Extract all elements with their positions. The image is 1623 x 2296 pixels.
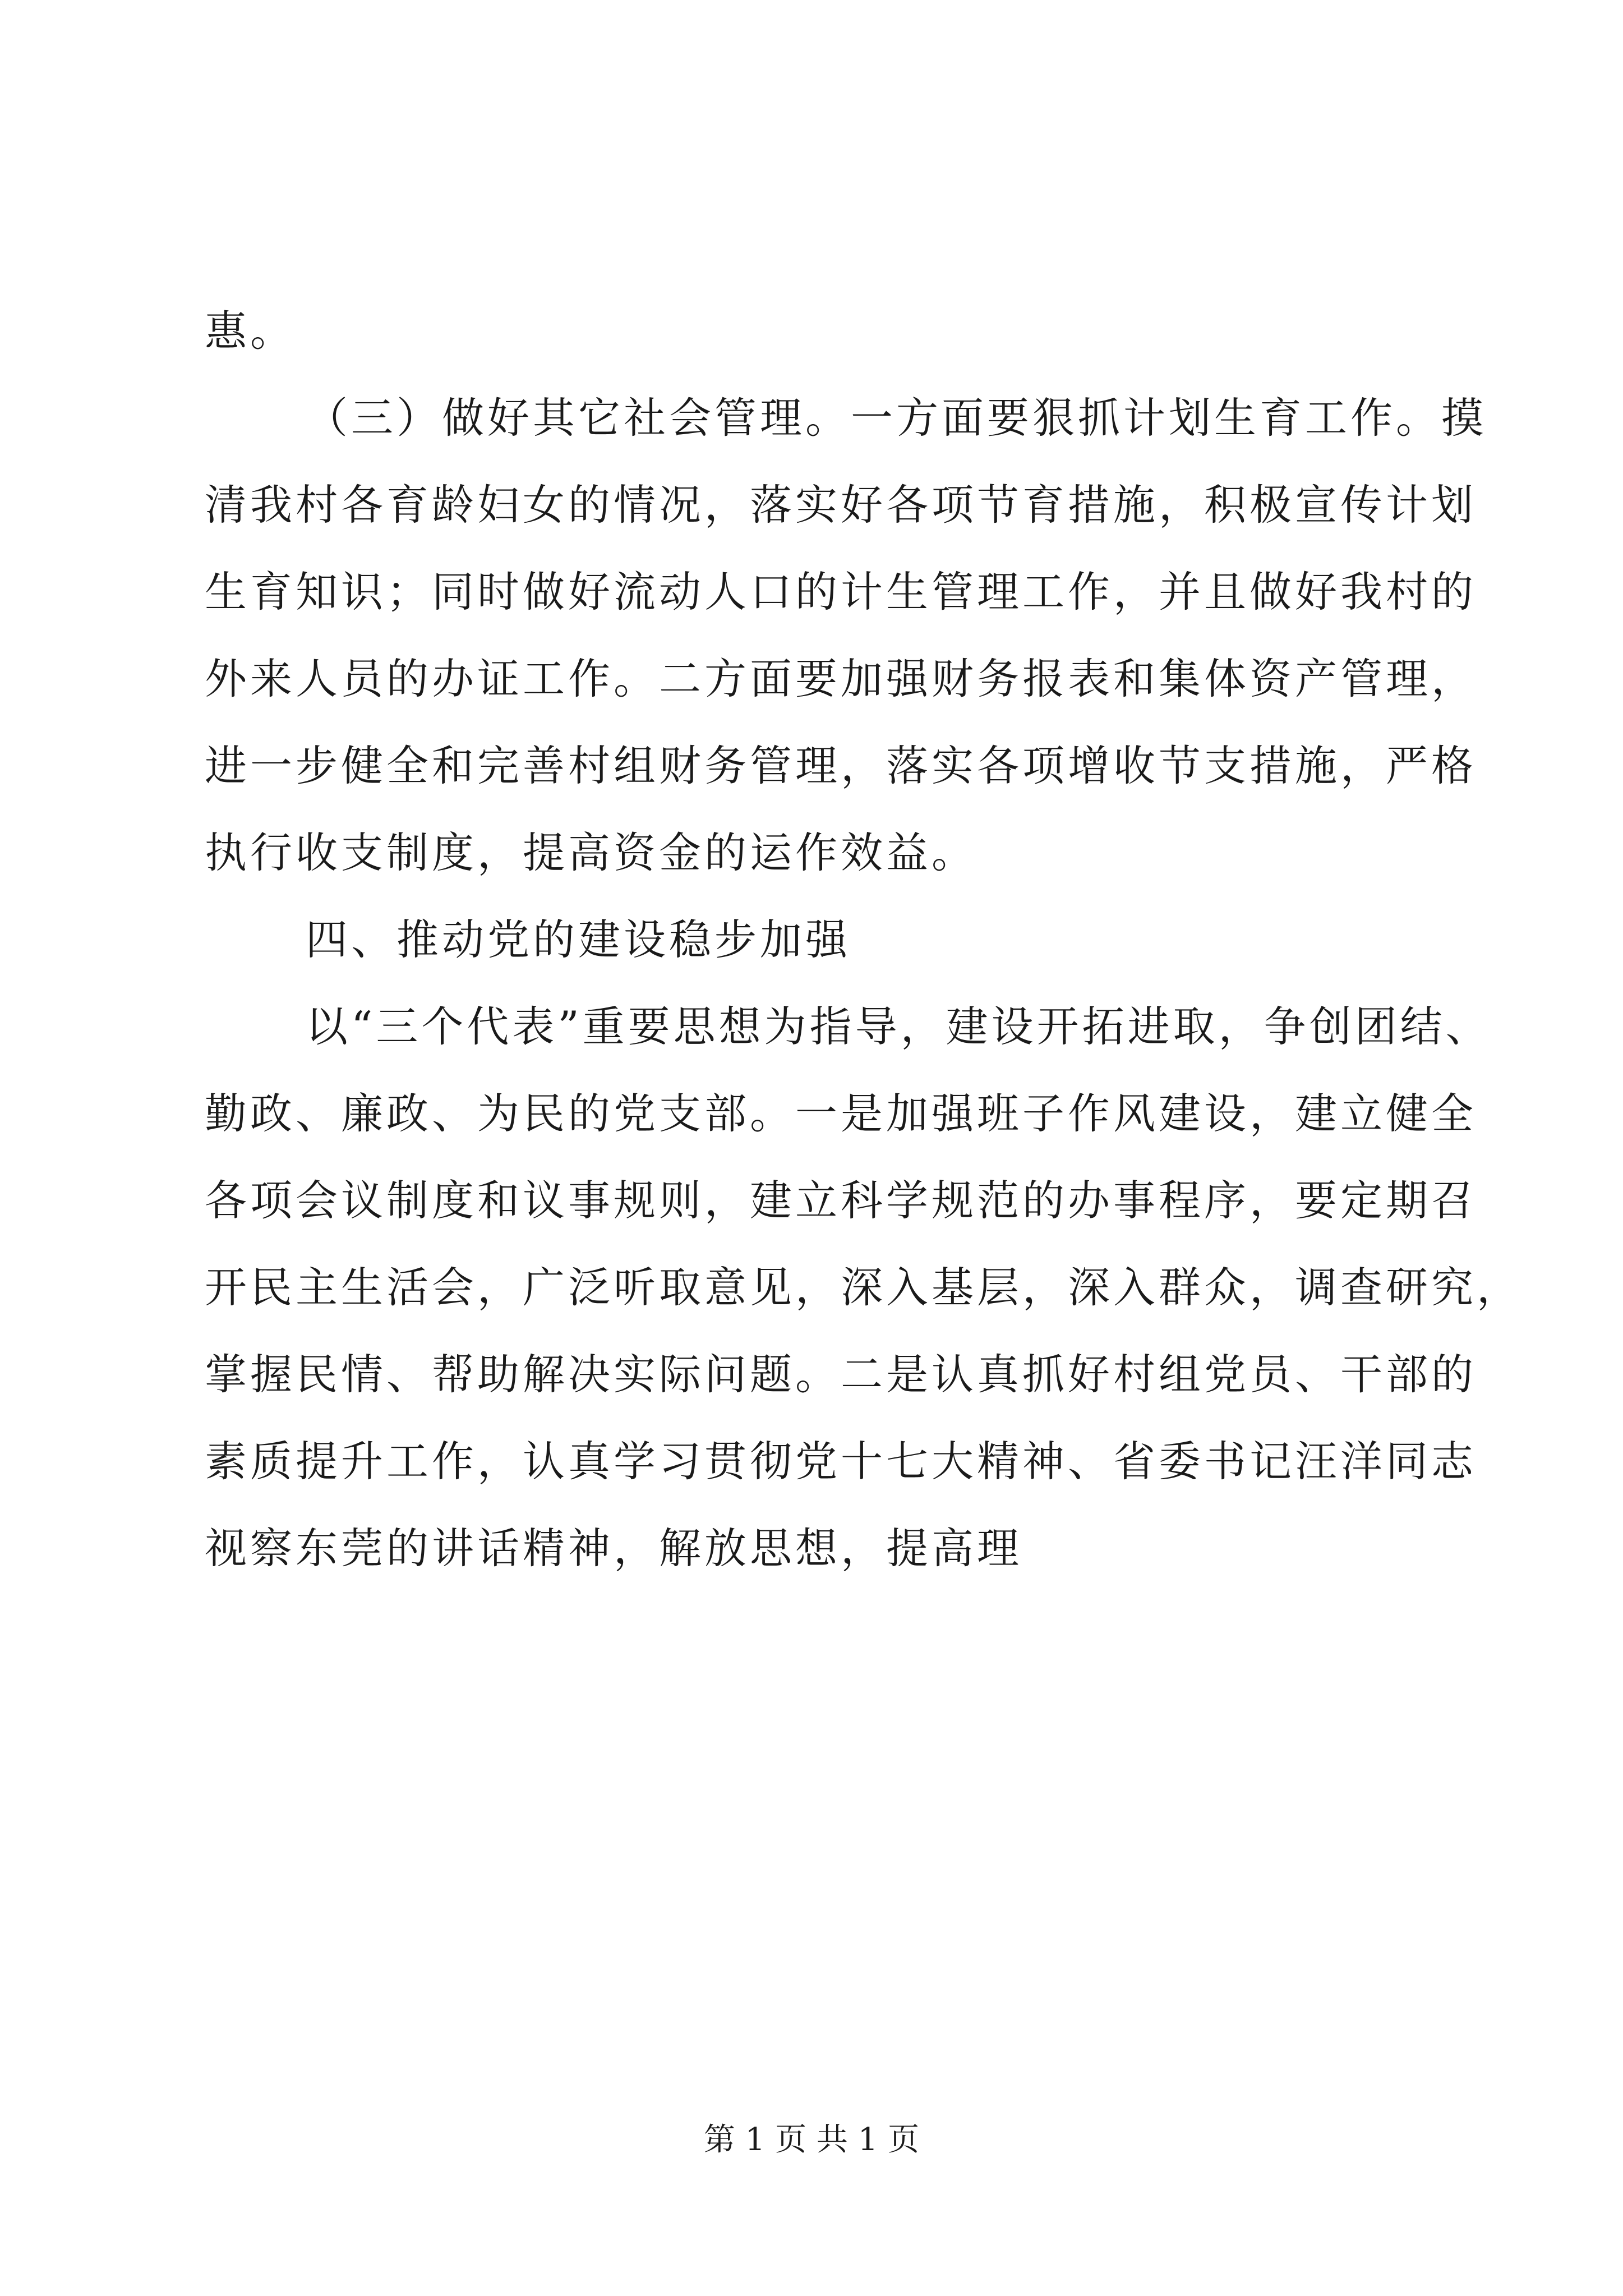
text-line: 视察东莞的讲话精神，解放思想，提高理 — [205, 1524, 1023, 1573]
text-line: 以“三个代表”重要思想为指导，建设开拓进取，争创团结、 — [306, 1002, 1491, 1051]
text-line: 开民主生活会，广泛听取意见，深入基层，深入群众，调查研究， — [205, 1263, 1523, 1312]
page-number-footer: 第 1 页 共 1 页 — [703, 2122, 920, 2158]
text-line: 进一步健全和完善村组财务管理，落实各项增收节支措施，严格 — [205, 741, 1477, 790]
text-line: 素质提升工作，认真学习贯彻党十七大精神、省委书记汪洋同志 — [205, 1437, 1477, 1486]
text-line: 勤政、廉政、为民的党支部。一是加强班子作风建设，建立健全 — [205, 1089, 1477, 1138]
text-line: （三）做好其它社会管理。一方面要狠抓计划生育工作。摸 — [306, 393, 1487, 443]
text-line: 生育知识；同时做好流动人口的计生管理工作，并且做好我村的 — [205, 567, 1477, 616]
text-line: 各项会议制度和议事规则，建立科学规范的办事程序，要定期召 — [205, 1176, 1477, 1225]
text-line: 执行收支制度，提高资金的运作效益。 — [205, 828, 978, 877]
text-line: 惠。 — [205, 306, 296, 356]
section-heading: 四、推动党的建设稳步加强 — [306, 915, 851, 964]
text-line: 外来人员的办证工作。二方面要加强财务报表和集体资产管理， — [205, 654, 1477, 703]
text-line: 清我村各育龄妇女的情况，落实好各项节育措施，积极宣传计划 — [205, 480, 1477, 530]
text-line: 掌握民情、帮助解决实际问题。二是认真抓好村组党员、干部的 — [205, 1350, 1477, 1399]
